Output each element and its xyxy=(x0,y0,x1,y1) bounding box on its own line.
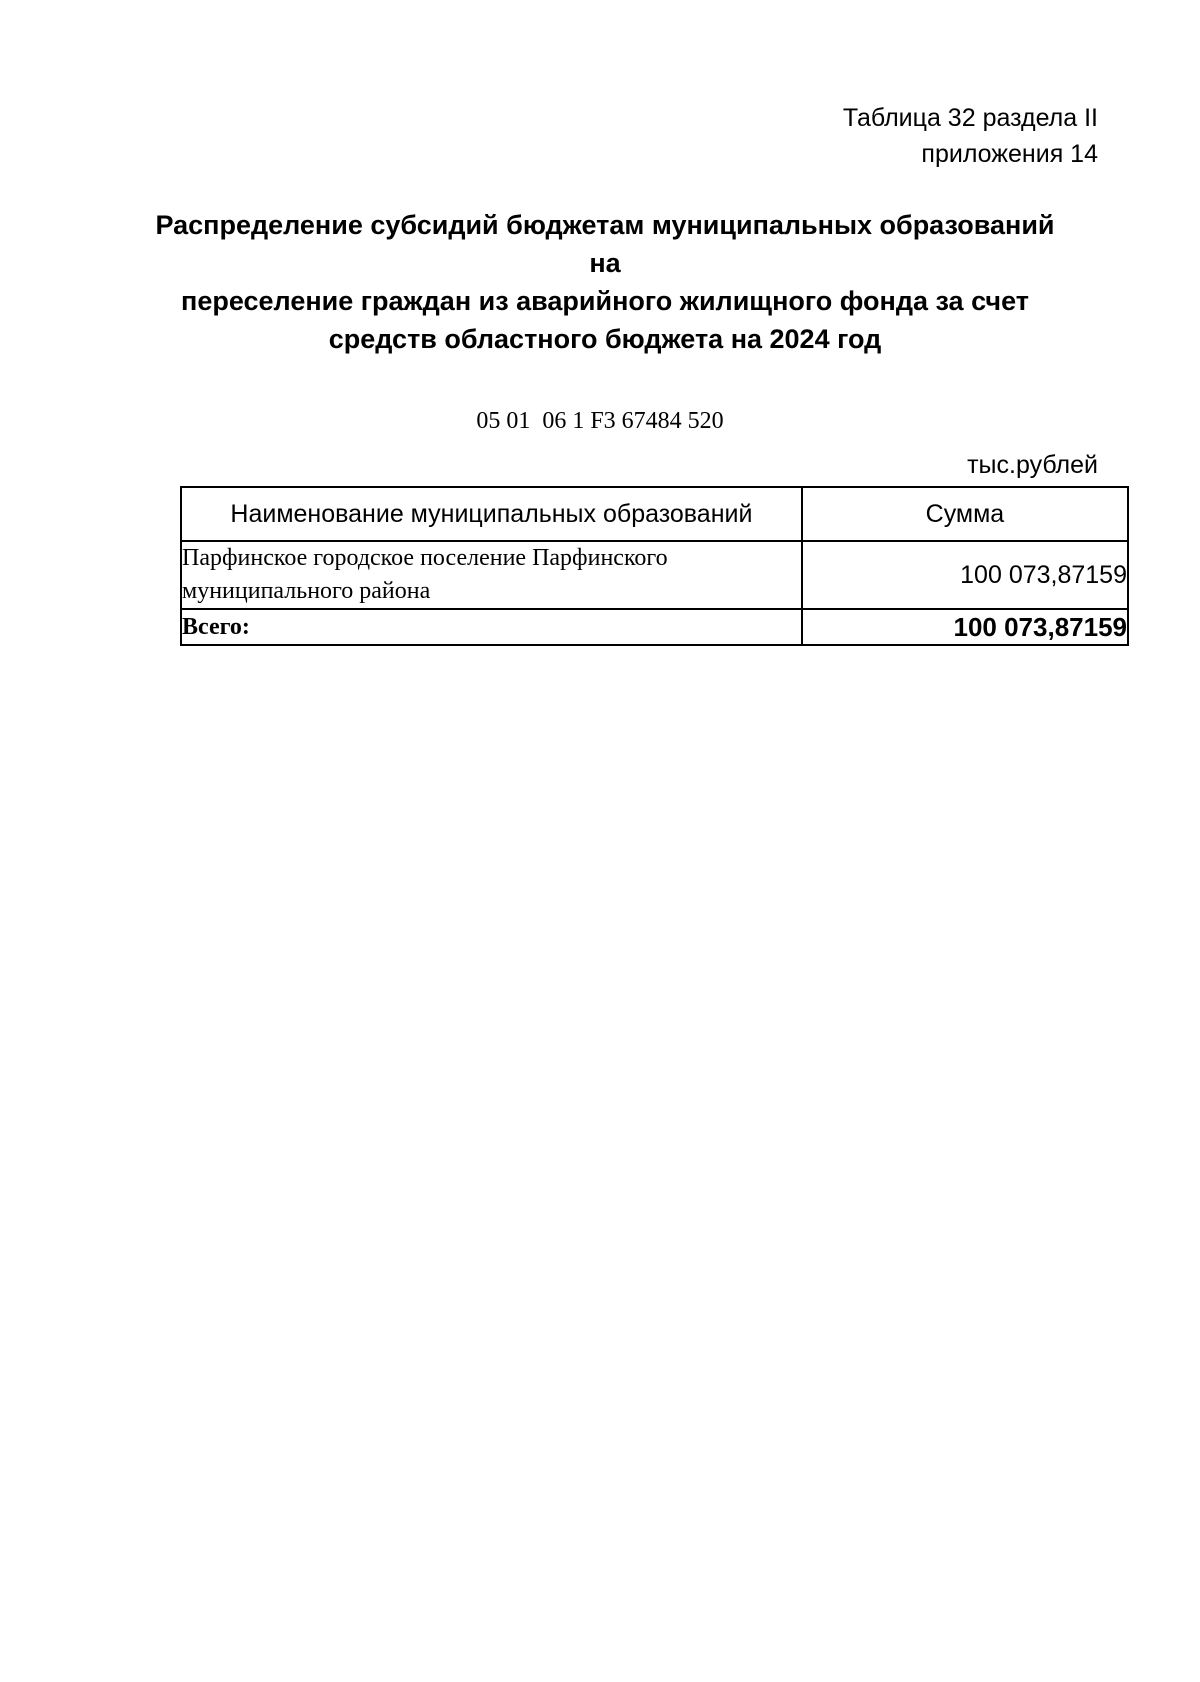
reference-line-2: приложения 14 xyxy=(921,140,1098,168)
budget-classification-code: 05 01 06 1 F3 67484 520 xyxy=(476,408,724,434)
title-line-1: Распределение субсидий бюджетам муниципальных образований на xyxy=(155,210,1055,278)
column-header-name: Наименование муниципальных образований xyxy=(181,487,802,541)
table-header-row xyxy=(181,487,1128,541)
title-line-3: средств областного бюджета на 2024 год xyxy=(328,324,882,354)
total-amount: 100 073,87159 xyxy=(802,609,1128,645)
distribution-table xyxy=(180,486,1129,646)
total-row xyxy=(181,609,1128,645)
title-line-2: переселение граждан из аварийного жилищного фонда за счет xyxy=(181,286,1029,316)
total-label: Всего: xyxy=(181,609,802,645)
municipality-name-cell xyxy=(181,541,802,609)
reference-line-1: Таблица 32 раздела II xyxy=(842,104,1098,132)
column-header-sum: Сумма xyxy=(802,487,1128,541)
municipality-name-line-1: Парфинское городское поселение Парфинского xyxy=(182,545,668,571)
unit-label: тыс.рублей xyxy=(967,451,1098,479)
table-row xyxy=(181,541,1128,609)
amount-cell: 100 073,87159 xyxy=(802,541,1128,609)
table-reference xyxy=(843,100,1098,172)
document-title xyxy=(150,206,1060,358)
municipality-name-line-2: муниципального района xyxy=(182,578,431,604)
